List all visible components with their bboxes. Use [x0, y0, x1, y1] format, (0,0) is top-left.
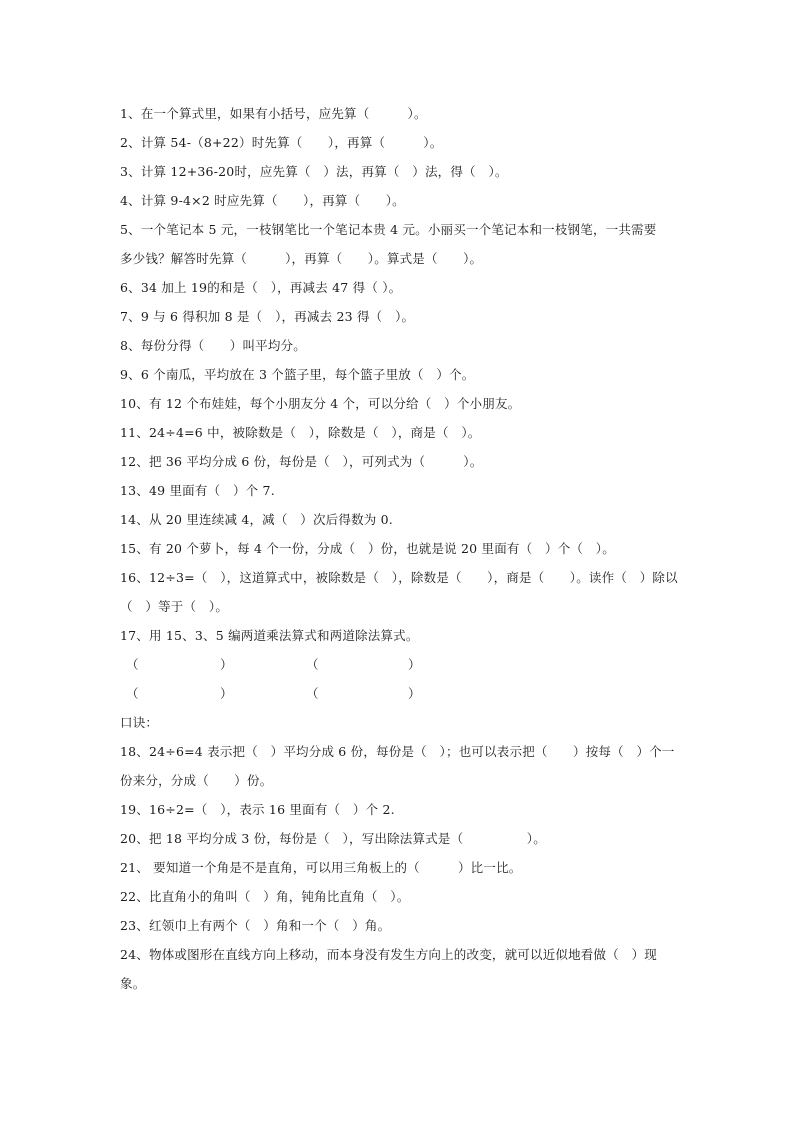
question-23: 23、红领巾上有两个（ ）角和一个（ ）角。 [120, 918, 391, 933]
question-17: 17、用 15、3、5 编两道乘法算式和两道除法算式。 [120, 628, 419, 643]
blank-close: ） [408, 657, 421, 672]
blank-open: （ [126, 657, 139, 672]
question-4: 4、计算 9-4×2 时应先算（ ），再算（ ）。 [120, 193, 405, 208]
question-13: 13、49 里面有（ ）个 7. [120, 483, 275, 498]
question-16-line-2: （ ）等于（ ）。 [120, 599, 229, 614]
question-24-line-1: 24、物体或图形在直线方向上移动，而本身没有发生方向上的改变，就可以近似地看做（ ）现 [120, 947, 658, 962]
question-9: 9、6 个南瓜，平均放在 3 个篮子里，每个篮子里放（ ）个。 [120, 367, 475, 382]
question-12: 12、把 36 平均分成 6 份，每份是（ ），可列式为（ ）。 [120, 454, 483, 469]
blank-close: ） [408, 686, 421, 701]
worksheet-content [120, 104, 680, 1003]
mnemonic-label: 口诀： [120, 715, 159, 730]
answer-blank-row [120, 655, 680, 684]
answer-blank-row [120, 684, 680, 713]
question-18-line-2: 份来分，分成（ ）份。 [120, 773, 273, 788]
question-7: 7、9 与 6 得积加 8 是（ ），再减去 23 得（ ）。 [120, 309, 415, 324]
question-24-line-2: 象。 [120, 976, 146, 991]
question-20: 20、把 18 平均分成 3 份，每份是（ ），写出除法算式是（ ）。 [120, 831, 546, 846]
question-8: 8、每份分得（ ）叫平均分。 [120, 338, 306, 353]
blank-open: （ [306, 686, 319, 701]
question-3: 3、计算 12+36-20时，应先算（ ）法，再算（ ）法，得（ ）。 [120, 164, 508, 179]
question-14: 14、从 20 里连续减 4，减（ ）次后得数为 0. [120, 512, 393, 527]
question-19: 19、16÷2=（ ），表示 16 里面有（ ）个 2. [120, 802, 395, 817]
question-5-line-1: 5、一个笔记本 5 元，一枝钢笔比一个笔记本贵 4 元。小丽买一个笔记本和一枝钢笔，一共需要 [120, 222, 657, 237]
question-18-line-1: 18、24÷6=4 表示把（ ）平均分成 6 份，每份是（ ）；也可以表示把（ ）按每（ ）个一 [120, 744, 675, 759]
question-11: 11、24÷4=6 中，被除数是（ ），除数是（ ），商是（ ）。 [120, 425, 481, 440]
question-15: 15、有 20 个萝卜，每 4 个一份，分成（ ）份，也就是说 20 里面有（ ）个（ ）。 [120, 541, 615, 556]
question-2: 2、计算 54-（8+22）时先算（ ），再算（ ）。 [120, 135, 443, 150]
question-22: 22、比直角小的角叫（ ）角，钝角比直角（ ）。 [120, 889, 410, 904]
blank-close: ） [220, 657, 233, 672]
blank-open: （ [306, 657, 319, 672]
question-6: 6、34 加上 19的和是（ ），再减去 47 得（ ）。 [120, 280, 402, 295]
question-10: 10、有 12 个布娃娃，每个小朋友分 4 个，可以分给（ ）个小朋友。 [120, 396, 521, 411]
question-1: 1、在一个算式里，如果有小括号，应先算（ ）。 [120, 106, 427, 121]
blank-close: ） [220, 686, 233, 701]
question-16-line-1: 16、12÷3=（ ），这道算式中，被除数是（ ），除数是（ ），商是（ ）。读作（ ）除以 [120, 570, 678, 585]
question-21: 21、 要知道一个角是不是直角，可以用三角板上的（ ）比一比。 [120, 860, 522, 875]
blank-open: （ [126, 686, 139, 701]
question-5-line-2: 多少钱？解答时先算（ ），再算（ ）。算式是（ ）。 [120, 251, 483, 266]
